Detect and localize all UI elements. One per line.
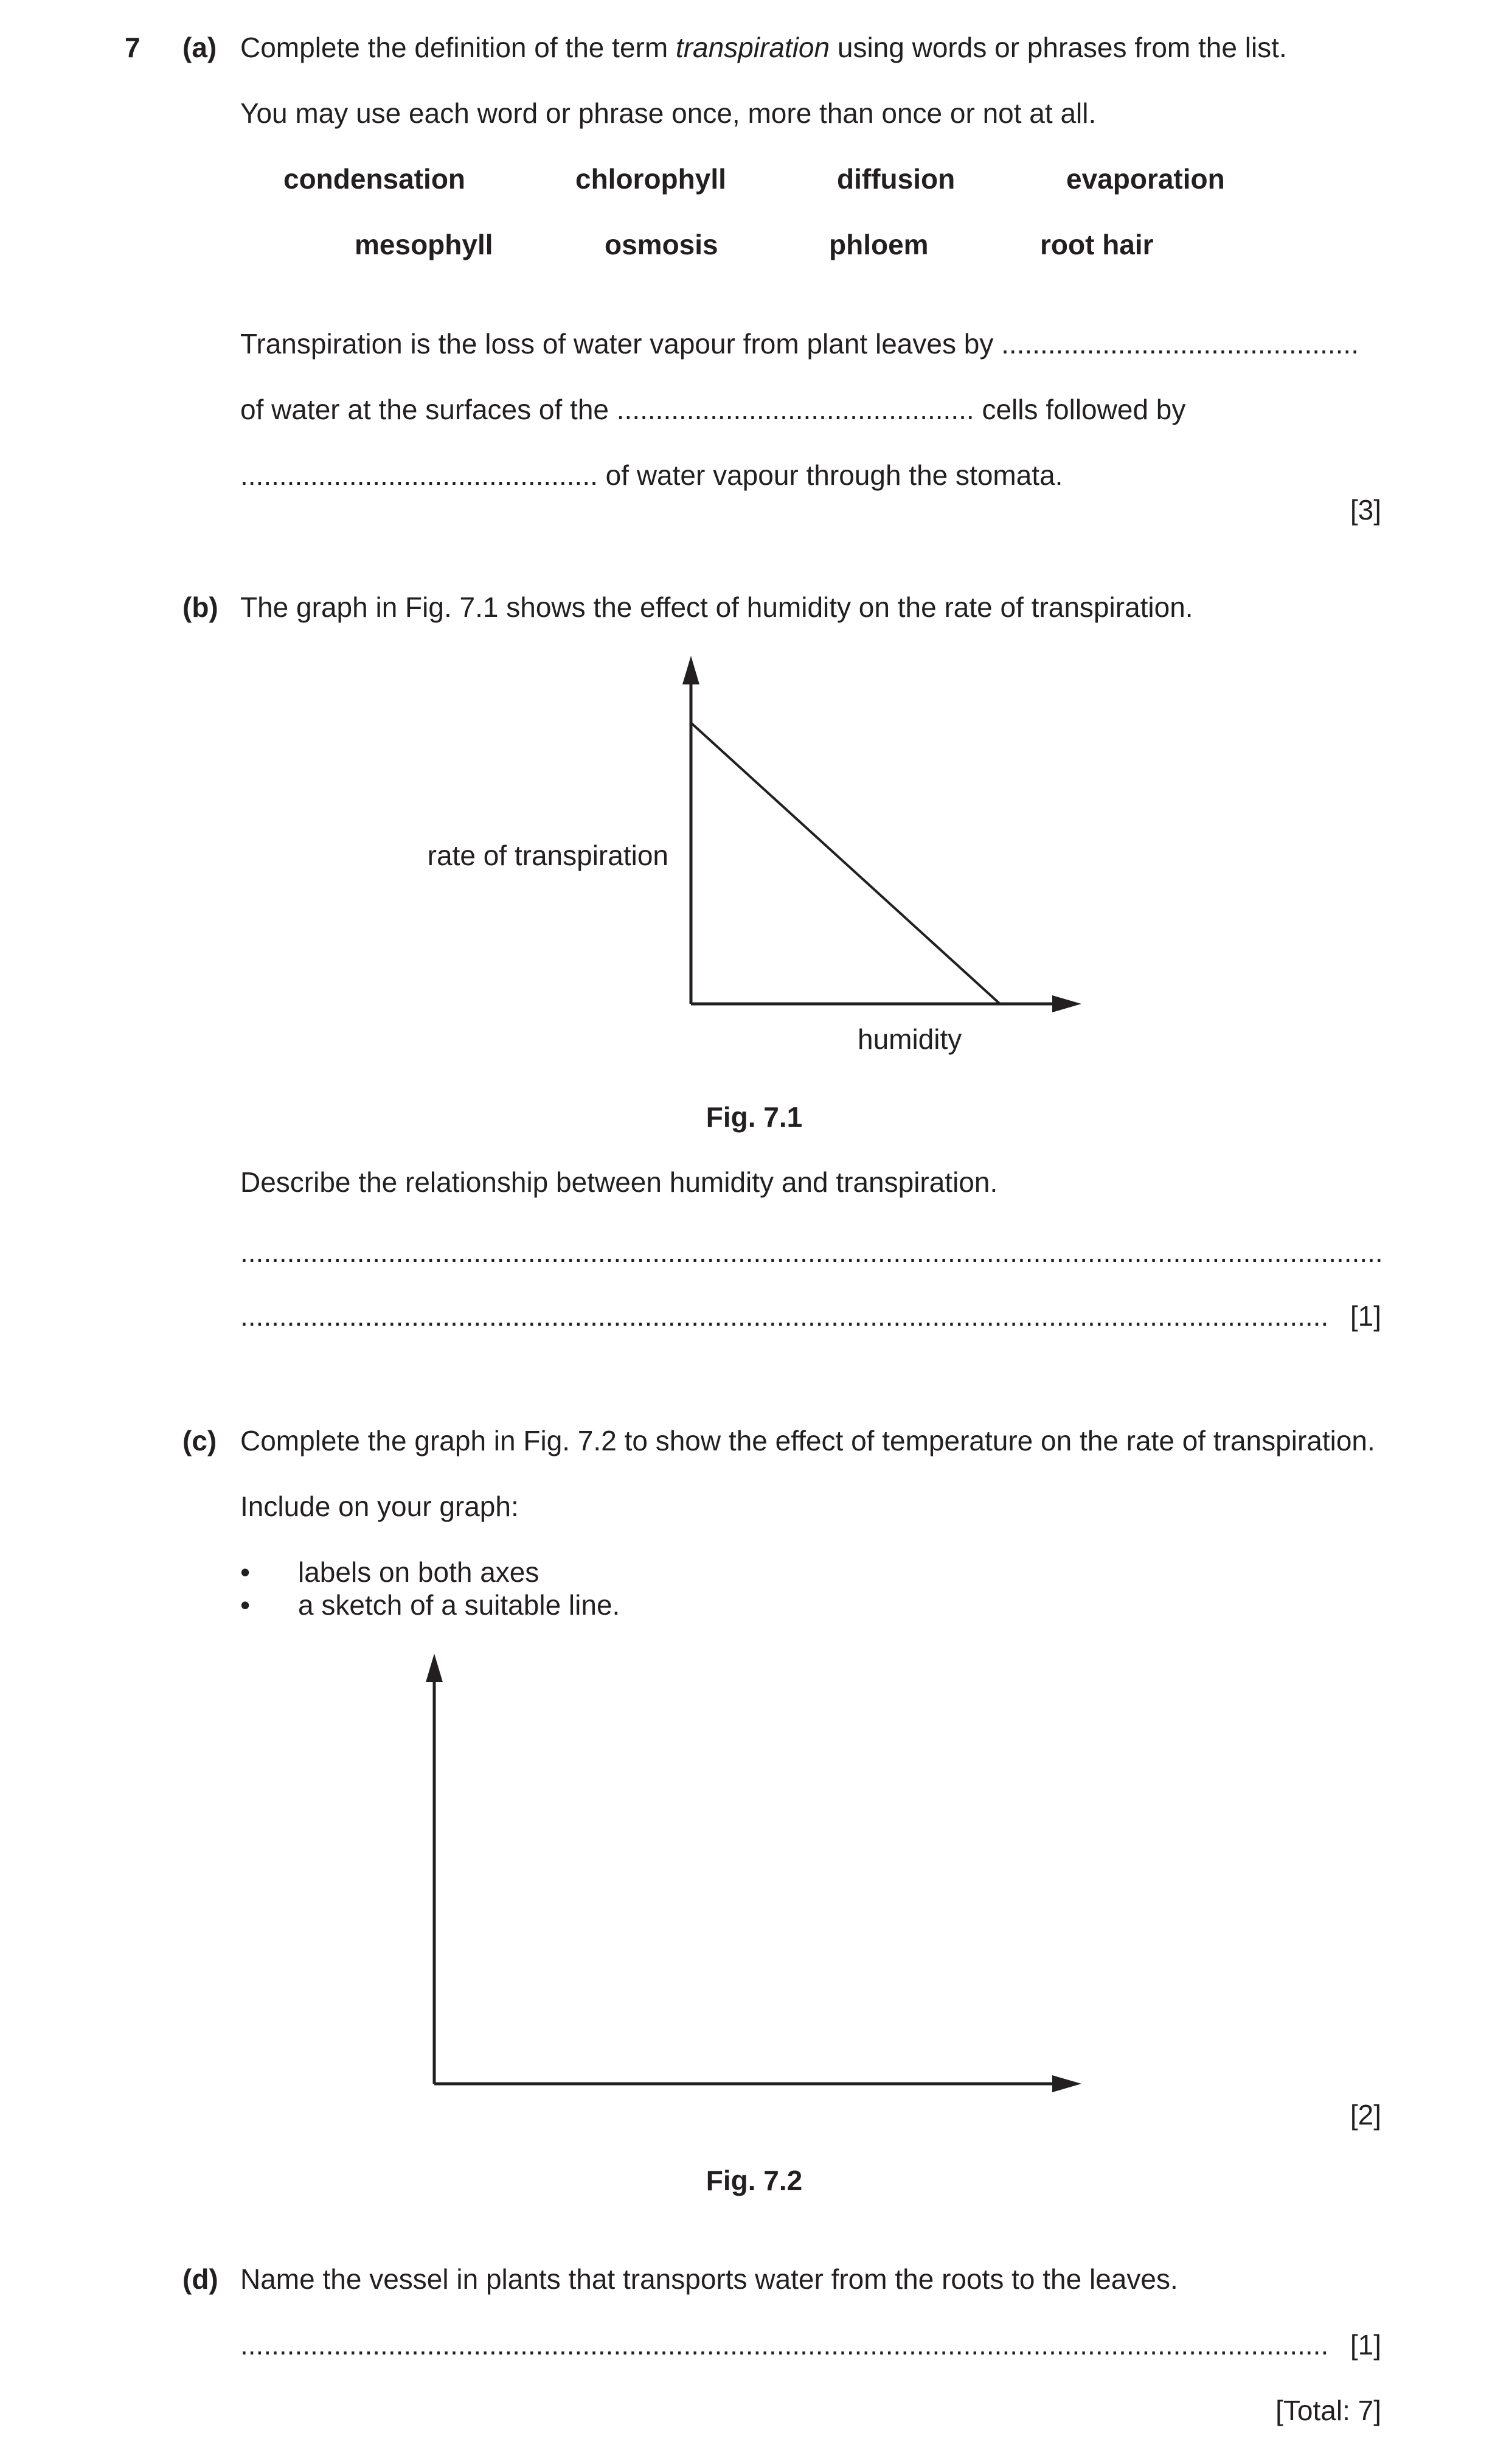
part-c-label: (c) (182, 1425, 217, 1456)
part-d-question: Name the vessel in plants that transports water from the roots to the leaves. (240, 2263, 1178, 2295)
part-a-sentence-line2: of water at the surfaces of the .............................................. cells followed by (240, 394, 1186, 425)
word-diffusion: diffusion (837, 163, 956, 195)
question-number: 7 (125, 32, 140, 63)
part-a-sentence-line3: .............................................. of water vapour through the stomata. (240, 459, 1063, 491)
bullet-mark: • (240, 1589, 251, 1621)
part-b-intro: The graph in Fig. 7.1 shows the effect of humidity on the rate of transpiration. (240, 591, 1193, 623)
word-osmosis: osmosis (605, 229, 718, 260)
word-evaporation: evaporation (1066, 163, 1225, 195)
fig72-caption: Fig. 7.2 (706, 2165, 803, 2196)
part-d-label: (d) (182, 2263, 218, 2295)
fig71-caption: Fig. 7.1 (706, 1101, 803, 1133)
part-d-marks: [1] (1350, 2329, 1381, 2361)
fig71-x-axis-arrowhead (1052, 995, 1081, 1012)
part-a-marks: [3] (1350, 494, 1381, 526)
part-b-answer-line1[interactable]: ................................................................................................................................................... (240, 1236, 1383, 1268)
word-chlorophyll: chlorophyll (575, 163, 726, 195)
part-c-intro: Complete the graph in Fig. 7.2 to show the effect of temperature on the rate of transpiration. (240, 1425, 1375, 1456)
part-c-include-text: Include on your graph: (240, 1491, 519, 1522)
part-a-sentence-line1: Transpiration is the loss of water vapour from plant leaves by .............................................. (240, 328, 1359, 360)
fig71-y-axis-label: rate of transpiration (427, 840, 668, 871)
part-d-answer-line[interactable]: ............................................................................................................................................ (240, 2329, 1329, 2361)
total-marks: [Total: 7] (1275, 2395, 1381, 2426)
bullet-mark: • (240, 1556, 251, 1588)
word-phloem: phloem (829, 229, 929, 260)
part-c-bullet-axes: labels on both axes (298, 1556, 539, 1588)
part-b-marks: [1] (1350, 1300, 1381, 1332)
fig71-x-axis-label: humidity (858, 1023, 962, 1055)
part-c-bullet-line: a sketch of a suitable line. (298, 1589, 620, 1621)
word-root-hair: root hair (1040, 229, 1154, 260)
fig71-data-line (691, 723, 1000, 1004)
word-condensation: condensation (283, 163, 466, 195)
part-a-intro: Complete the definition of the term transpiration using words or phrases from the list. (240, 32, 1287, 63)
word-mesophyll: mesophyll (355, 229, 493, 260)
part-b-label: (b) (182, 591, 218, 623)
part-b-question: Describe the relationship between humidity and transpiration. (240, 1166, 998, 1198)
part-a-instruction: You may use each word or phrase once, more than once or not at all. (240, 97, 1097, 129)
fig71-y-axis-arrowhead (682, 656, 699, 684)
part-c-marks: [2] (1350, 2099, 1381, 2131)
part-a-label: (a) (182, 32, 217, 63)
part-b-answer-line2[interactable]: ............................................................................................................................................ (240, 1300, 1329, 1332)
